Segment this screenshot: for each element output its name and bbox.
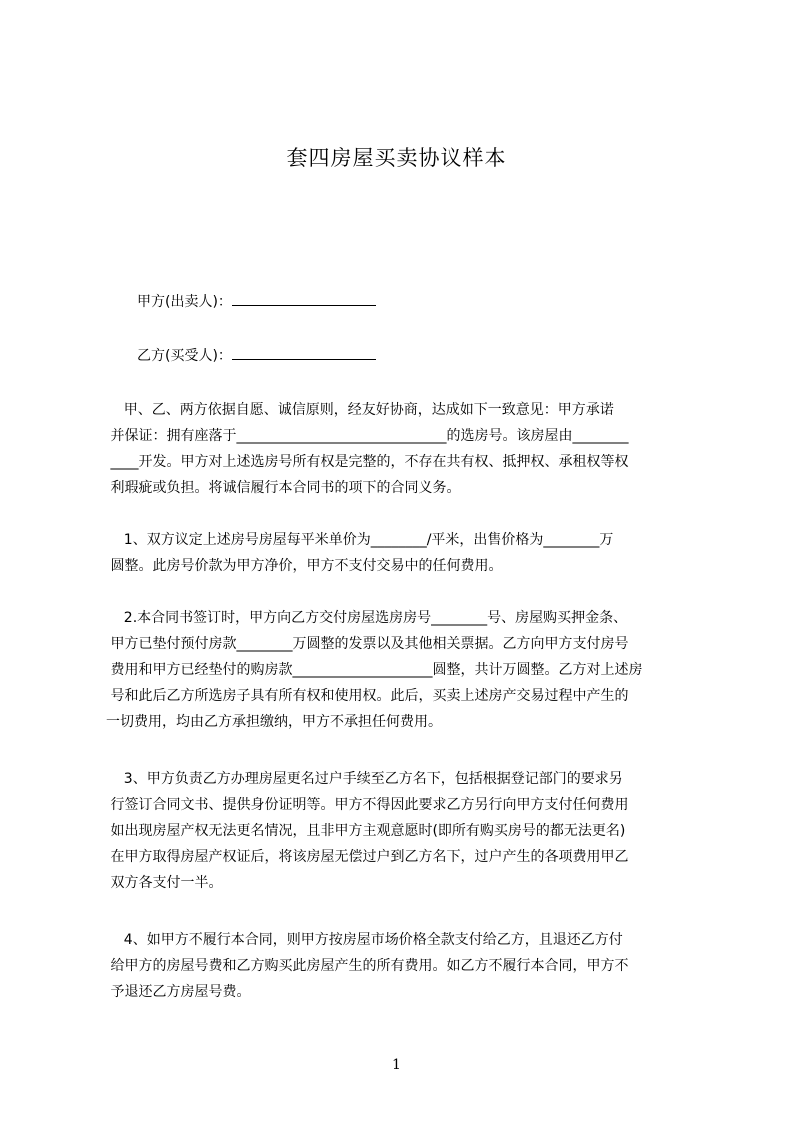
paragraph-clause-2 bbox=[106, 605, 706, 735]
party-b-label: 乙方(买受人)： bbox=[137, 348, 232, 364]
party-a-blank bbox=[232, 291, 376, 306]
paragraph-intro bbox=[106, 397, 706, 501]
party-b-line bbox=[137, 345, 376, 365]
paragraph-line: 1、双方议定上述房号房屋每平米单价为________/平米，出售价格为________万 bbox=[106, 532, 614, 548]
paragraph-line: 2.本合同书签订时，甲方向乙方交付房屋选房房号________号、房屋购买押金条、 bbox=[106, 610, 628, 626]
paragraph-clause-1 bbox=[106, 527, 706, 579]
paragraph-line: ____开发。甲方对上述选房号所有权是完整的，不存在共有权、抵押权、承租权等权 bbox=[106, 454, 629, 470]
party-b-blank bbox=[232, 345, 376, 360]
paragraph-line: 在甲方取得房屋产权证后，将该房屋无偿过户到乙方名下，过户产生的各项费用甲乙 bbox=[106, 849, 629, 865]
paragraph-line: 一切费用，均由乙方承担缴纳，甲方不承担任何费用。 bbox=[106, 714, 442, 730]
party-a-line bbox=[137, 291, 376, 311]
paragraph-line: 予退还乙方房屋号费。 bbox=[106, 984, 251, 1000]
paragraph-line: 4、如甲方不履行本合同，则甲方按房屋市场价格全款支付给乙方，且退还乙方付 bbox=[106, 932, 623, 948]
document-title: 套四房屋买卖协议样本 bbox=[286, 146, 507, 170]
paragraph-line: 利瑕疵或负担。将诚信履行本合同书的项下的合同义务。 bbox=[106, 480, 461, 496]
paragraph-line: 并保证：拥有座落于______________________________的选房号。该房屋由________ bbox=[106, 428, 629, 444]
paragraph-clause-3 bbox=[106, 766, 706, 896]
paragraph-line: 号和此后乙方所选房子具有所有权和使用权。此后，买卖上述房产交易过程中产生的 bbox=[106, 688, 629, 704]
paragraph-line: 3、甲方负责乙方办理房屋更名过户手续至乙方名下，包括根据登记部门的要求另 bbox=[106, 771, 623, 787]
paragraph-line: 如出现房屋产权无法更名情况，且非甲方主观意愿时(即所有购买房号的都无法更名) bbox=[106, 823, 626, 839]
party-a-label: 甲方(出卖人)： bbox=[137, 294, 232, 310]
paragraph-line: 行签订合同文书、提供身份证明等。甲方不得因此要求乙方另行向甲方支付任何费用 bbox=[106, 797, 629, 813]
paragraph-line: 圆整。此房号价款为甲方净价，甲方不支付交易中的任何费用。 bbox=[106, 558, 503, 574]
paragraph-clause-4 bbox=[106, 927, 706, 1005]
paragraph-line: 双方各支付一半。 bbox=[106, 875, 223, 891]
paragraph-line: 给甲方的房屋号费和乙方购买此房屋产生的所有费用。如乙方不履行本合同，甲方不 bbox=[106, 958, 629, 974]
paragraph-line: 甲、乙、两方依据自愿、诚信原则，经友好协商，达成如下一致意见：甲方承诺 bbox=[106, 402, 614, 418]
paragraph-line: 费用和甲方已经垫付的购房款____________________圆整，共计万圆整。乙方对上述房 bbox=[106, 662, 643, 678]
page-number: 1 bbox=[392, 1057, 401, 1073]
paragraph-line: 甲方已垫付预付房款________万圆整的发票以及其他相关票据。乙方向甲方支付房号 bbox=[106, 636, 629, 652]
